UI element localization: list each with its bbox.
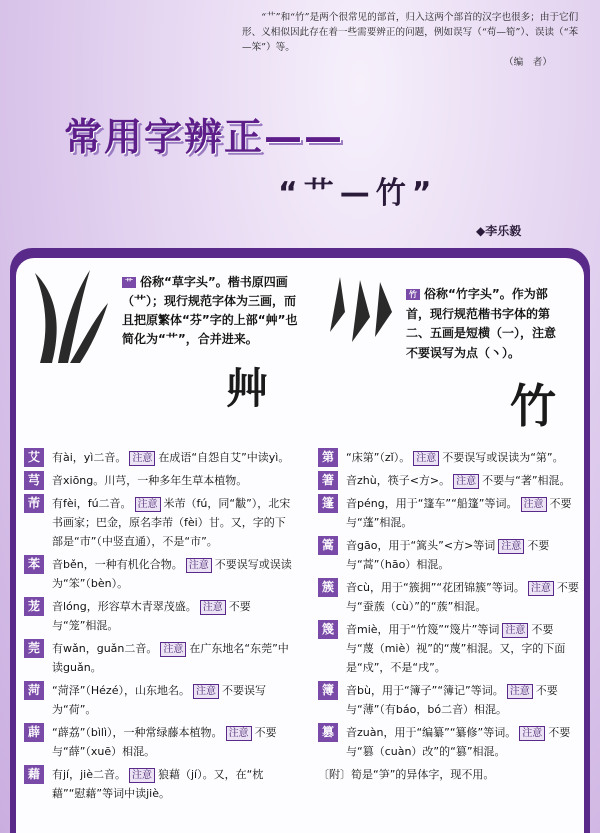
entry-text: 有wǎn，guǎn二音。 [52, 642, 158, 655]
grass-illustration [30, 268, 110, 368]
entry-character: 簿 [318, 681, 338, 700]
entry-text: 音lóng，形容草木青翠茂盛。 [52, 600, 197, 613]
grass-radical-box [122, 273, 302, 349]
entry-note-text: 不要误写为“荷”。 [52, 684, 266, 716]
bamboo-radical-badge: 竹 [406, 289, 420, 300]
entry-character: 芾 [24, 494, 44, 513]
note-badge: 注意 [129, 768, 155, 783]
list-item [318, 620, 580, 677]
appendix-note: 〔附〕筍是“笋”的异体字，现不用。 [318, 768, 495, 781]
page-title: 常用字辨正—— [64, 115, 345, 159]
note-badge: 注意 [521, 497, 547, 512]
entry-character: 篙 [318, 536, 338, 555]
entry-note-text: 不要与“薄”（有báo，bó二音）相混。 [346, 684, 558, 716]
entry-character: 苯 [24, 555, 44, 574]
note-badge: 注意 [160, 642, 186, 657]
list-item [24, 494, 292, 551]
list-item [318, 578, 580, 616]
entry-list-left [24, 448, 292, 803]
entry-character: 莞 [24, 639, 44, 658]
entry-character: 篾 [318, 620, 338, 639]
author-byline: ◆李乐毅 [476, 224, 522, 238]
right-entry-column [318, 448, 580, 784]
entry-character: 篡 [318, 723, 338, 742]
note-badge: 注意 [193, 684, 219, 699]
entry-list-right [318, 448, 580, 761]
intro-paragraph [242, 10, 582, 70]
entry-character: 艾 [24, 448, 44, 467]
note-badge: 注意 [528, 581, 554, 596]
entry-text: “床第”（zǐ）。 [346, 451, 411, 464]
note-badge: 注意 [186, 558, 212, 573]
entry-character: 茏 [24, 597, 44, 616]
entry-character: 箸 [318, 471, 338, 490]
left-entry-column [24, 448, 292, 807]
entry-character: 芎 [24, 471, 44, 490]
entry-text: 音zuàn，用于“编纂”“纂修”等词。 [346, 726, 517, 739]
entry-note-text: 狼藉（jí）。又，在“枕藉”“慰藉”等词中读jiè。 [52, 768, 264, 800]
list-item [318, 448, 580, 467]
note-badge: 注意 [453, 474, 479, 489]
list-item [24, 555, 292, 593]
list-item [318, 723, 580, 761]
list-item [24, 448, 292, 467]
subtitle: “艹—竹” [278, 176, 438, 211]
entry-note-text: 不要与“蒿”（hāo）相混。 [346, 539, 550, 571]
list-item [24, 723, 292, 761]
entry-note-text: 不要与“蔑（miè）视”的“蔑”相混。又，字的下面是“戍”，不是“戌”。 [346, 623, 566, 674]
entry-note-text: 不要与“笼”相混。 [52, 600, 251, 632]
intro-signature: （编 者） [504, 57, 552, 68]
entry-text: 音miè，用于“竹篾”“篾片”等词 [346, 623, 500, 636]
list-item [318, 681, 580, 719]
entry-note-text: 不要与“篡（cuàn）改”的“篡”相混。 [346, 726, 571, 758]
entry-character: 薜 [24, 723, 44, 742]
entry-character: 簇 [318, 578, 338, 597]
entry-character: 菏 [24, 681, 44, 700]
list-item [24, 639, 292, 677]
entry-text: 有jí，jiè二音。 [52, 768, 126, 781]
note-badge: 注意 [200, 600, 226, 615]
entry-text: 有fèi，fú二音。 [52, 497, 132, 510]
note-badge: 注意 [507, 684, 533, 699]
note-badge: 注意 [135, 497, 161, 512]
entry-note-text: 不要与“蓬”相混。 [346, 497, 572, 529]
note-badge: 注意 [129, 451, 155, 466]
entry-text: “薜荔”（bìlì），一种常绿藤本植物。 [52, 726, 223, 739]
grass-radical-text: 俗称“草字头”。楷书原四画（艹）；现行规范字体为三画，而且把原繁体“芬”字的上部“艸”也简化为“艹”，合并进来。 [122, 275, 298, 346]
list-item [318, 536, 580, 574]
bamboo-radical-text: 俗称“竹字头”。作为部首，现行规范楷书字体的第二、五画是短横（一），注意不要误写为点（丶）。 [406, 287, 557, 360]
entry-character: 第 [318, 448, 338, 467]
entry-text: 有ài，yì二音。 [52, 451, 127, 464]
list-item [24, 597, 292, 635]
bamboo-radical-box [406, 285, 556, 363]
note-badge: 注意 [413, 451, 439, 466]
list-item [318, 494, 580, 532]
entry-text: 音běn，一种有机化合物。 [52, 558, 183, 571]
entry-text: 音cù，用于“簇拥”“花团锦簇”等词。 [346, 581, 525, 594]
entry-text: 音péng，用于“篷车”“船篷”等词。 [346, 497, 518, 510]
entry-note-text: 不要误写或误读为“第”。 [442, 451, 564, 464]
entry-text: 音bù，用于“簿子”“簿记”等词。 [346, 684, 504, 697]
note-badge: 注意 [498, 539, 524, 554]
entry-note-text: 不要与“蚕蔟（cù）”的“蔟”相混。 [346, 581, 579, 613]
note-badge: 注意 [519, 726, 545, 741]
grass-radical-badge: 艹 [122, 277, 136, 288]
entry-character: 篷 [318, 494, 338, 513]
entry-text: 音zhù，筷子<方>。 [346, 474, 451, 487]
list-item [24, 681, 292, 719]
entry-note-text: 不要与“著”相混。 [482, 474, 571, 487]
note-badge: 注意 [502, 623, 528, 638]
entry-note-text: 不要误写或误读为“笨”（bèn）。 [52, 558, 292, 590]
entry-note-text: 在广东地名“东莞”中读guǎn。 [52, 642, 289, 674]
grass-glyph: 艸 [226, 364, 269, 413]
entry-text: 音xiōng。川芎，一种多年生草本植物。 [52, 474, 248, 487]
bamboo-glyph: 竹 [510, 379, 556, 433]
entry-text: 音gāo，用于“篙头”<方>等词 [346, 539, 496, 552]
note-badge: 注意 [226, 726, 252, 741]
list-item [318, 471, 580, 490]
entry-note-text: 在成语“自怨自艾”中读yì。 [158, 451, 290, 464]
list-item [24, 765, 292, 803]
entry-text: “菏泽”（Hézé），山东地名。 [52, 684, 190, 697]
list-item [24, 471, 292, 490]
entry-note-text: 米芾（fú，同“黻”），北宋书画家；巴金，原名李芾（fèi）甘。又，字的下部是“巿”（中竖直通），不是“市”。 [52, 497, 291, 548]
entry-character: 藉 [24, 765, 44, 784]
intro-text: “艹”和“竹”是两个很常见的部首，归入这两个部首的汉字也很多；由于它们形、义相似因此存在着一些需要辨正的问题，例如误写（“苟—筍”）、误读（“苯—笨”）等。 [242, 12, 579, 53]
bamboo-leaves-illustration [320, 272, 400, 352]
entry-note-text: 不要与“薛”（xuē）相混。 [52, 726, 277, 758]
